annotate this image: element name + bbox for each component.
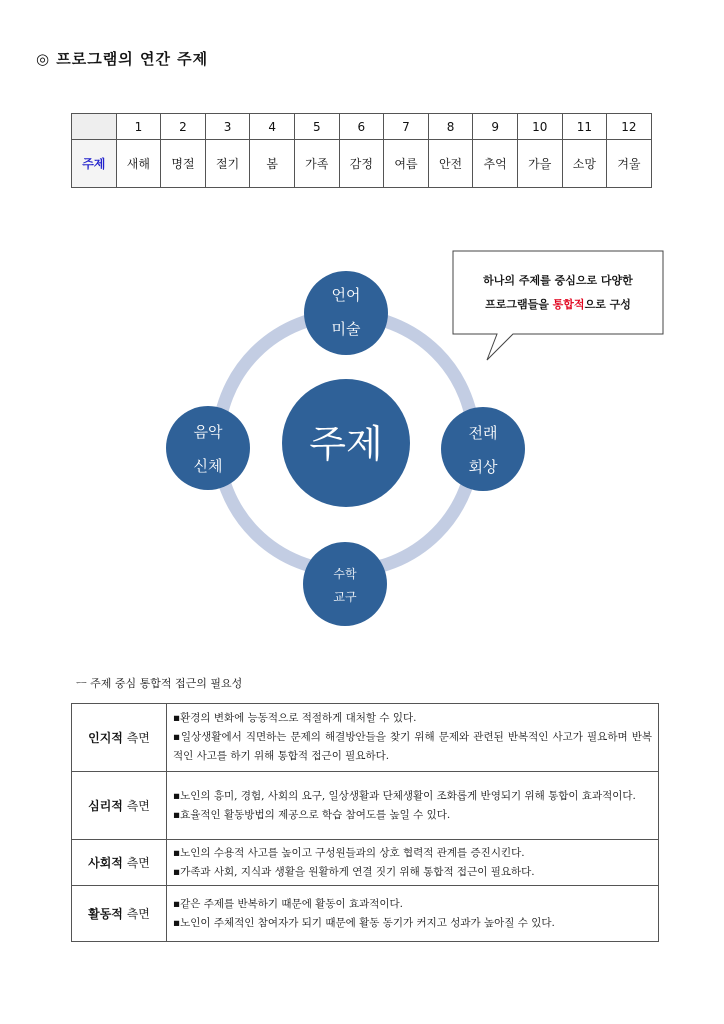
month-cell: 11 <box>562 114 607 140</box>
aspect-label-bold: 인지적 <box>88 731 123 745</box>
description-line: ▪노인의 흥미, 경험, 사회의 요구, 일상생활과 단체생활이 조화롭게 반영되기 위해 통합이 효과적이다. <box>173 789 636 802</box>
month-cell: 7 <box>384 114 429 140</box>
node-bottom-label-2: 교구 <box>333 590 357 604</box>
description-line: ▪일상생활에서 직면하는 문제의 해결방안들을 찾기 위해 문제와 관련된 반복적인 사고가 필요하며 반복적인 사고를 하기 위해 통합적 접근이 필요하다. <box>173 731 652 762</box>
callout-highlight: 통합적 <box>552 298 585 311</box>
node-bottom <box>303 542 387 626</box>
aspect-cell <box>72 840 167 886</box>
aspect-cell <box>72 704 167 772</box>
theme-cell: 봄 <box>250 140 295 188</box>
section-heading: ㅡ 주제 중심 통합적 접근의 필요성 <box>76 677 243 690</box>
month-cell: 1 <box>116 114 161 140</box>
callout-line-1: 하나의 주제를 중심으로 다양한 <box>483 274 633 287</box>
needs-row <box>72 840 659 886</box>
description-line: ▪노인이 주체적인 참여자가 되기 때문에 활동 동기가 커지고 성과가 높아질 수 있다. <box>173 916 555 929</box>
theme-cell: 추억 <box>473 140 518 188</box>
node-top-label-1: 언어 <box>331 286 361 304</box>
aspect-label-bold: 사회적 <box>88 856 123 870</box>
description-cell <box>167 772 659 840</box>
page-title: ◎ 프로그램의 연간 주제 <box>36 50 209 68</box>
callout-line-2-start: 프로그램들을 <box>485 298 553 311</box>
theme-cell: 새해 <box>116 140 161 188</box>
month-cell: 12 <box>607 114 652 140</box>
node-right-label-2: 회상 <box>468 458 498 476</box>
node-left-label-1: 음악 <box>193 423 223 441</box>
aspect-label-rest: 측면 <box>122 856 150 870</box>
description-cell <box>167 704 659 772</box>
aspect-cell <box>72 772 167 840</box>
month-cell: 5 <box>294 114 339 140</box>
node-left <box>166 406 250 490</box>
month-cell: 8 <box>428 114 473 140</box>
node-top <box>304 271 388 355</box>
needs-row <box>72 704 659 772</box>
month-cell: 3 <box>205 114 250 140</box>
theme-cell: 가을 <box>517 140 562 188</box>
needs-row <box>72 772 659 840</box>
theme-cell: 가족 <box>294 140 339 188</box>
description-line: ▪노인의 수용적 사고를 높이고 구성원들과의 상호 협력적 관계를 증진시킨다. <box>173 846 525 859</box>
description-line: ▪환경의 변화에 능동적으로 적절하게 대처할 수 있다. <box>173 712 417 724</box>
node-left-label-2: 신체 <box>193 457 223 475</box>
theme-cell: 안전 <box>428 140 473 188</box>
theme-cell: 절기 <box>205 140 250 188</box>
month-cell: 4 <box>250 114 295 140</box>
callout-line-2-end: 으로 구성 <box>584 298 631 311</box>
description-line: ▪효율적인 활동방법의 제공으로 학습 참여도를 높일 수 있다. <box>173 808 451 821</box>
node-bottom-label-1: 수학 <box>333 567 357 581</box>
theme-cell: 감정 <box>339 140 384 188</box>
aspect-cell <box>72 886 167 942</box>
description-line: ▪같은 주제를 반복하기 때문에 활동이 효과적이다. <box>173 897 404 910</box>
theme-row-header: 주제 <box>72 140 117 188</box>
aspect-label-rest: 측면 <box>122 799 150 813</box>
month-cell: 10 <box>517 114 562 140</box>
center-label: 주제 <box>309 422 383 466</box>
theme-cell: 여름 <box>384 140 429 188</box>
callout-line-2 <box>484 297 631 311</box>
month-cell: 2 <box>161 114 206 140</box>
description-line: ▪가족과 사회, 지식과 생활을 원활하게 연결 짓기 위해 통합적 접근이 필요하다. <box>173 865 535 878</box>
aspect-label-rest: 측면 <box>122 907 150 921</box>
month-cell: 9 <box>473 114 518 140</box>
description-cell <box>167 886 659 942</box>
aspect-label-bold: 활동적 <box>88 907 123 921</box>
needs-row <box>72 886 659 942</box>
theme-cell: 소망 <box>562 140 607 188</box>
node-right <box>441 407 525 491</box>
node-right-label-1: 전래 <box>468 424 498 442</box>
theme-cell: 명절 <box>161 140 206 188</box>
aspect-label-rest: 측면 <box>122 731 150 745</box>
aspect-label-bold: 심리적 <box>88 799 123 813</box>
month-cell: 6 <box>339 114 384 140</box>
description-cell <box>167 840 659 886</box>
node-top-label-2: 미술 <box>331 320 361 338</box>
needs-table <box>71 703 659 942</box>
theme-cell: 겨울 <box>607 140 652 188</box>
